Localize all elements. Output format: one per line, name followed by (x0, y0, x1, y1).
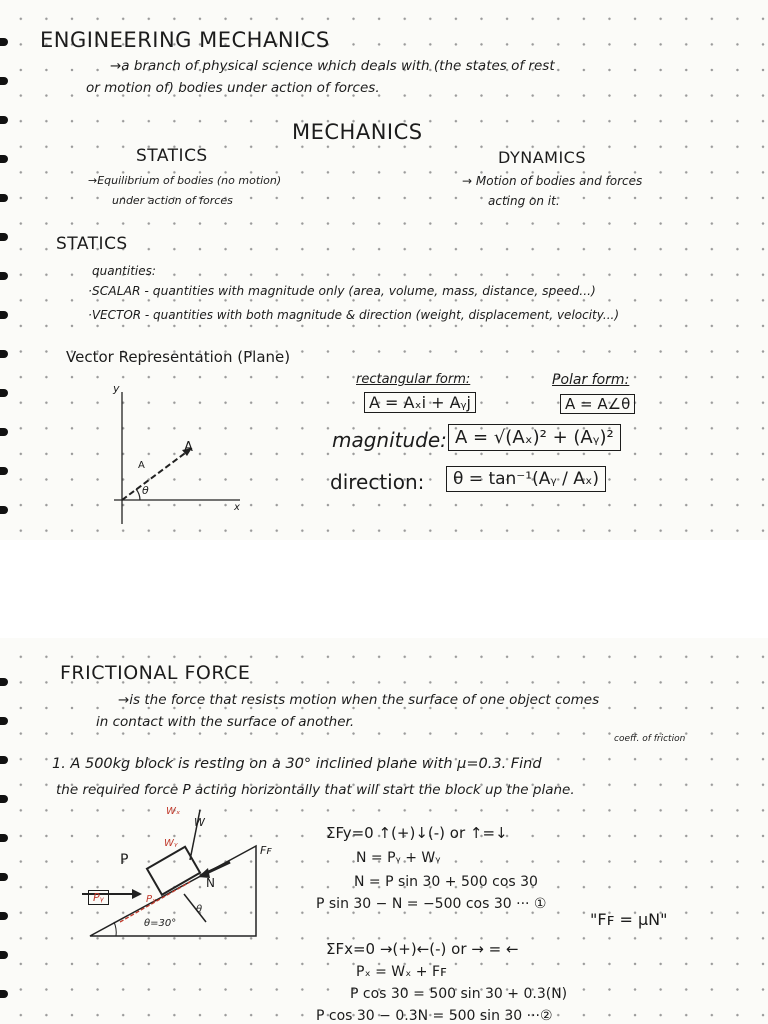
graph-vector-small-label: A (138, 460, 145, 471)
label-ff: Fꜰ (260, 844, 272, 857)
graph-x-label: x (234, 502, 240, 513)
page-title: ENGINEERING MECHANICS (40, 28, 330, 52)
eq-px-line-2: P cos 30 = 500 sin 30 + 0.3(N) (350, 986, 568, 1002)
rect-form-formula: A = Aₓi + Aᵧj (364, 392, 476, 413)
eq-sum-fx: ΣFx=0 →(+)←(-) or → = ← (326, 940, 519, 958)
eq-2: P cos 30 − 0.3N = 500 sin 30 ···② (316, 1008, 553, 1024)
statics-desc-line-2: under action of forces (112, 194, 233, 207)
dynamics-desc-line-2: acting on it. (488, 194, 560, 208)
vector-line: ·VECTOR - quantities with both magnitude & direction (weight, displacement, velocity...) (88, 308, 620, 322)
graph-vector-label: A (184, 440, 193, 455)
eq-sum-fy: ΣFy=0 ↑(+)↓(-) or ↑=↓ (326, 824, 508, 842)
label-n: N (206, 876, 215, 890)
scalar-line: ·SCALAR - quantities with magnitude only (area, volume, mass, distance, speed...) (88, 284, 596, 298)
direction-label: direction: (330, 470, 425, 494)
friction-formula: "Fꜰ = μN" (590, 910, 668, 929)
definition-line-2: in contact with the surface of another. (96, 714, 355, 730)
definition-line-1: →is the force that resists motion when the surface of one object comes (118, 692, 600, 708)
statics-heading: STATICS (56, 234, 128, 254)
binder-holes (0, 0, 14, 540)
graph-angle-label: θ (142, 484, 149, 497)
label-p: P (120, 852, 129, 868)
vector-rep-heading: Vector Representation (Plane) (66, 348, 291, 366)
eq-px-line: Pₓ = Wₓ + Fꜰ (356, 964, 447, 980)
label-w: W (194, 816, 205, 829)
polar-form-label: Polar form: (552, 372, 630, 388)
dynamics-desc-line-1: → Motion of bodies and forces (462, 174, 643, 188)
quantities-label: quantities: (92, 264, 156, 278)
coeff-note: coeff. of friction (614, 734, 686, 744)
label-theta-30: θ=30° (144, 918, 177, 929)
label-wy: Wᵧ (164, 838, 178, 849)
dynamics-label: DYNAMICS (498, 148, 586, 167)
eq-1: P sin 30 − N = −500 cos 30 ··· ① (316, 896, 547, 912)
eq-n-line-1: N = Pᵧ + Wᵧ (356, 850, 441, 866)
polar-form-formula: A = A∠θ (560, 394, 635, 414)
page-title: FRICTIONAL FORCE (60, 662, 251, 684)
label-wx: Wₓ (166, 806, 181, 817)
label-theta: θ (196, 904, 203, 915)
notebook-page-2 (0, 638, 768, 1024)
magnitude-label: magnitude: (332, 428, 447, 452)
statics-label: STATICS (136, 146, 208, 166)
direction-formula: θ = tan⁻¹(Aᵧ / Aₓ) (446, 466, 606, 492)
definition-line-2: or motion of) bodies under action of forces. (86, 80, 380, 96)
problem-line-2: the required force P acting horizontally that will start the block up the plane. (56, 782, 575, 798)
magnitude-formula: A = √(Aₓ)² + (Aᵧ)² (448, 424, 621, 451)
problem-line-1: 1. A 500kg block is resting on a 30° inclined plane with μ=0.3. Find (52, 756, 542, 772)
label-py: Pᵧ (88, 890, 109, 905)
mechanics-heading: MECHANICS (292, 120, 423, 144)
statics-desc-line-1: →Equilibrium of bodies (no motion) (88, 174, 282, 187)
definition-line-1: →a branch of physical science which deals with (the states of rest (110, 58, 555, 74)
label-px: Pₓ (146, 894, 157, 905)
binder-holes (0, 638, 14, 1024)
incline-diagram (80, 802, 280, 942)
graph-y-label: y (113, 382, 120, 395)
eq-n-line-2: N = P sin 30 + 500 cos 30 (354, 874, 538, 890)
rect-form-label: rectangular form: (356, 372, 471, 387)
